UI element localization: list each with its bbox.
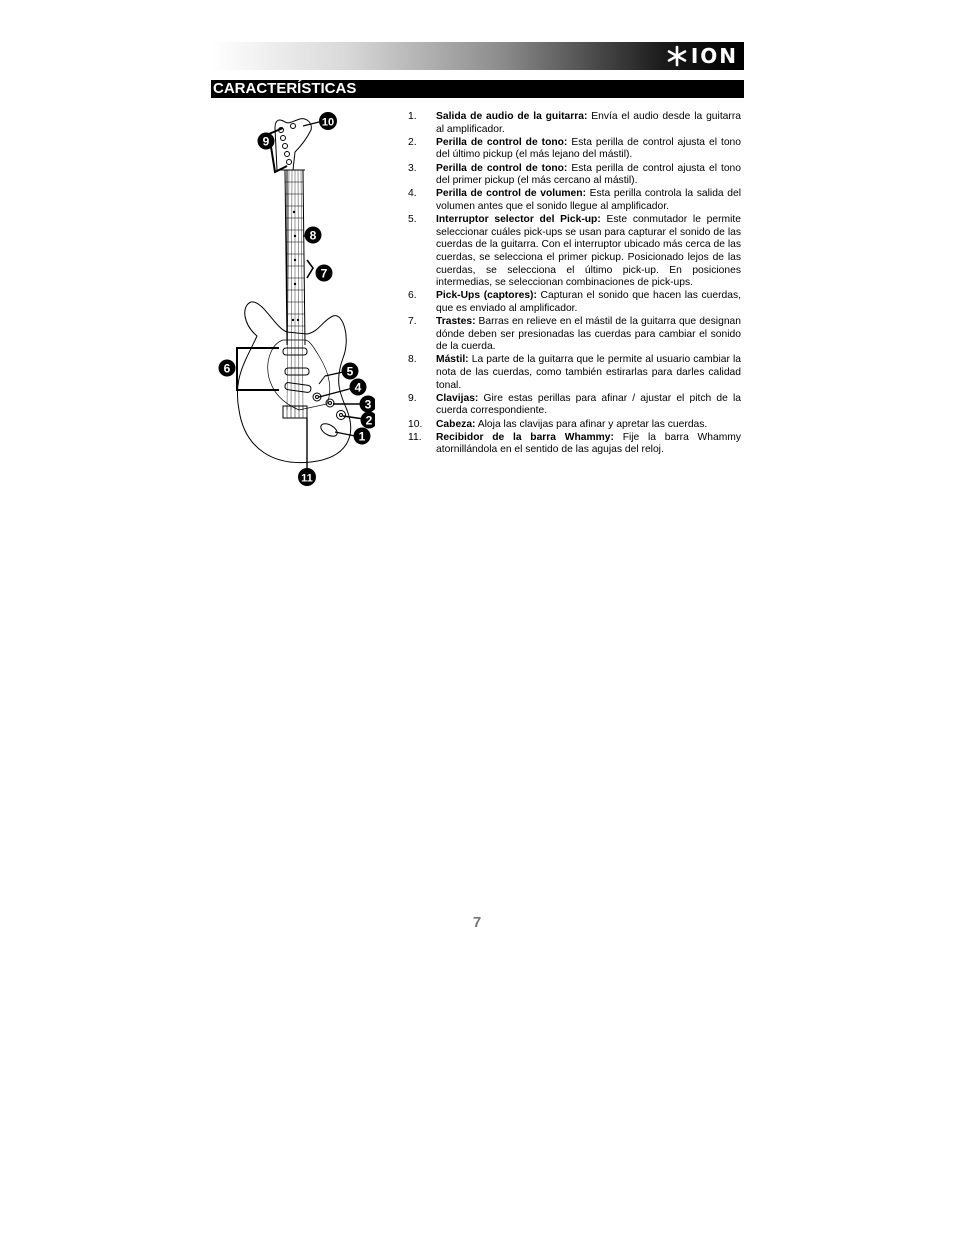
- svg-text:11: 11: [301, 472, 313, 485]
- item-body: [436, 393, 741, 418]
- item-body: [436, 316, 741, 354]
- item-term: Interruptor selector del Pick-up:: [436, 214, 601, 226]
- callout-1: [354, 428, 371, 445]
- svg-text:10: 10: [321, 116, 335, 129]
- item-number: 9.: [408, 392, 417, 404]
- svg-text:7: 7: [320, 266, 328, 281]
- item-desc: Aloja las clavijas para afinar y apretar las cuerdas.: [475, 418, 708, 430]
- item-desc: Barras en relieve en el mástil de la guitarra que designan dónde deben ser presionadas las cuerdas para cambiar el sonido de la cuerda.: [436, 316, 741, 353]
- callout-9: [258, 133, 275, 150]
- feature-item: [408, 137, 741, 162]
- item-number: 6.: [408, 290, 417, 302]
- item-body: [436, 354, 741, 392]
- callout-11: [298, 468, 316, 486]
- features-list: [408, 111, 741, 458]
- item-term: Perilla de control de volumen:: [436, 188, 587, 200]
- callout-10: [319, 112, 337, 130]
- ion-star-icon: [666, 45, 688, 67]
- ion-logo: [666, 44, 738, 68]
- item-desc: Esta perilla controla la salida del volumen antes que el sonido llegue al amplificador.: [436, 188, 741, 212]
- item-number: 10.: [408, 418, 423, 430]
- callout-8: [305, 227, 322, 244]
- item-term: Recibidor de la barra Whammy:: [436, 431, 614, 443]
- item-desc: Esta perilla de control ajusta el tono del último pickup (el más lejano del mástil).: [436, 136, 741, 161]
- callout-5: [342, 363, 359, 380]
- item-desc: Esta perilla de control ajusta el tono del primer pickup (el más cercano al mástil).: [436, 162, 741, 187]
- callout-4: [350, 379, 367, 396]
- item-term: Cabeza:: [436, 418, 476, 430]
- item-desc: La parte de la guitarra que le permite al usuario cambiar la nota de las cuerdas, como también estirarlas para darles calidad tonal.: [436, 354, 741, 391]
- item-desc: Capturan el sonido que hacen las cuerdas, que es enviado al amplificador.: [436, 290, 741, 314]
- svg-text:8: 8: [309, 228, 317, 243]
- item-body: [436, 214, 741, 290]
- headstock-outline: [275, 119, 311, 170]
- item-number: 7.: [408, 316, 417, 328]
- svg-text:5: 5: [346, 364, 354, 379]
- feature-item: [408, 163, 741, 188]
- item-term: Salida de audio de la guitarra:: [436, 111, 588, 122]
- svg-text:9: 9: [262, 134, 270, 149]
- item-term: Mástil:: [436, 354, 469, 366]
- item-body: [436, 188, 741, 213]
- item-desc: Gire estas perillas para afinar / ajustar el pitch de la cuerda correspondiente.: [436, 392, 741, 417]
- feature-item: [408, 290, 741, 315]
- svg-text:4: 4: [354, 380, 362, 395]
- feature-item: [408, 432, 741, 457]
- feature-item: [408, 111, 741, 136]
- item-term: Perilla de control de tono:: [436, 136, 568, 148]
- item-number: 1.: [408, 111, 417, 122]
- svg-text:2: 2: [365, 413, 373, 428]
- callout-2: [361, 412, 376, 429]
- guitar-diagram: [215, 110, 375, 490]
- page-number: 7: [472, 914, 482, 931]
- item-number: 11.: [408, 431, 422, 443]
- feature-item: [408, 214, 741, 290]
- feature-item: [408, 393, 741, 418]
- item-desc: Envía el audio desde la guitarra al amplificador.: [436, 111, 741, 135]
- item-body: [436, 137, 741, 162]
- svg-text:6: 6: [223, 361, 231, 376]
- section-title: CARACTERÍSTICAS: [211, 80, 744, 98]
- item-term: Trastes:: [436, 316, 476, 328]
- feature-item: [408, 354, 741, 392]
- item-number: 5.: [408, 214, 417, 226]
- item-body: [436, 290, 741, 315]
- item-body: [436, 163, 741, 188]
- item-number: 8.: [408, 354, 417, 366]
- item-body: [436, 432, 741, 457]
- item-desc: Este conmutador le permite seleccionar cuáles pick-ups se usan para capturar el sonido de las cuerdas de la guitarra. Con el interruptor ubicado más cerca de las cuerdas, se selecciona el primer pickup. Posicionado lejos de las cuerdas, se selecciona el último pick-up. En posiciones intermedias, se seleccionan combinaciones de pick-ups.: [436, 214, 741, 289]
- item-number: 2.: [408, 136, 417, 148]
- svg-text:3: 3: [364, 397, 372, 412]
- header-bar: [212, 42, 744, 70]
- callout-7: [316, 265, 333, 282]
- item-term: Clavijas:: [436, 392, 479, 404]
- callout-6: [219, 360, 236, 377]
- logo-text: ION: [690, 44, 738, 68]
- item-term: Perilla de control de tono:: [436, 162, 568, 174]
- item-body: [436, 111, 741, 136]
- item-body: [436, 419, 741, 432]
- callout-3: [360, 396, 376, 413]
- item-number: 4.: [408, 188, 417, 200]
- feature-item: [408, 419, 741, 432]
- feature-item: [408, 316, 741, 354]
- feature-item: [408, 188, 741, 213]
- item-desc: Fije la barra Whammy atornillándola en el sentido de las agujas del reloj.: [436, 431, 741, 456]
- item-term: Pick-Ups (captores):: [436, 290, 537, 302]
- item-number: 3.: [408, 162, 417, 174]
- svg-text:1: 1: [358, 429, 366, 444]
